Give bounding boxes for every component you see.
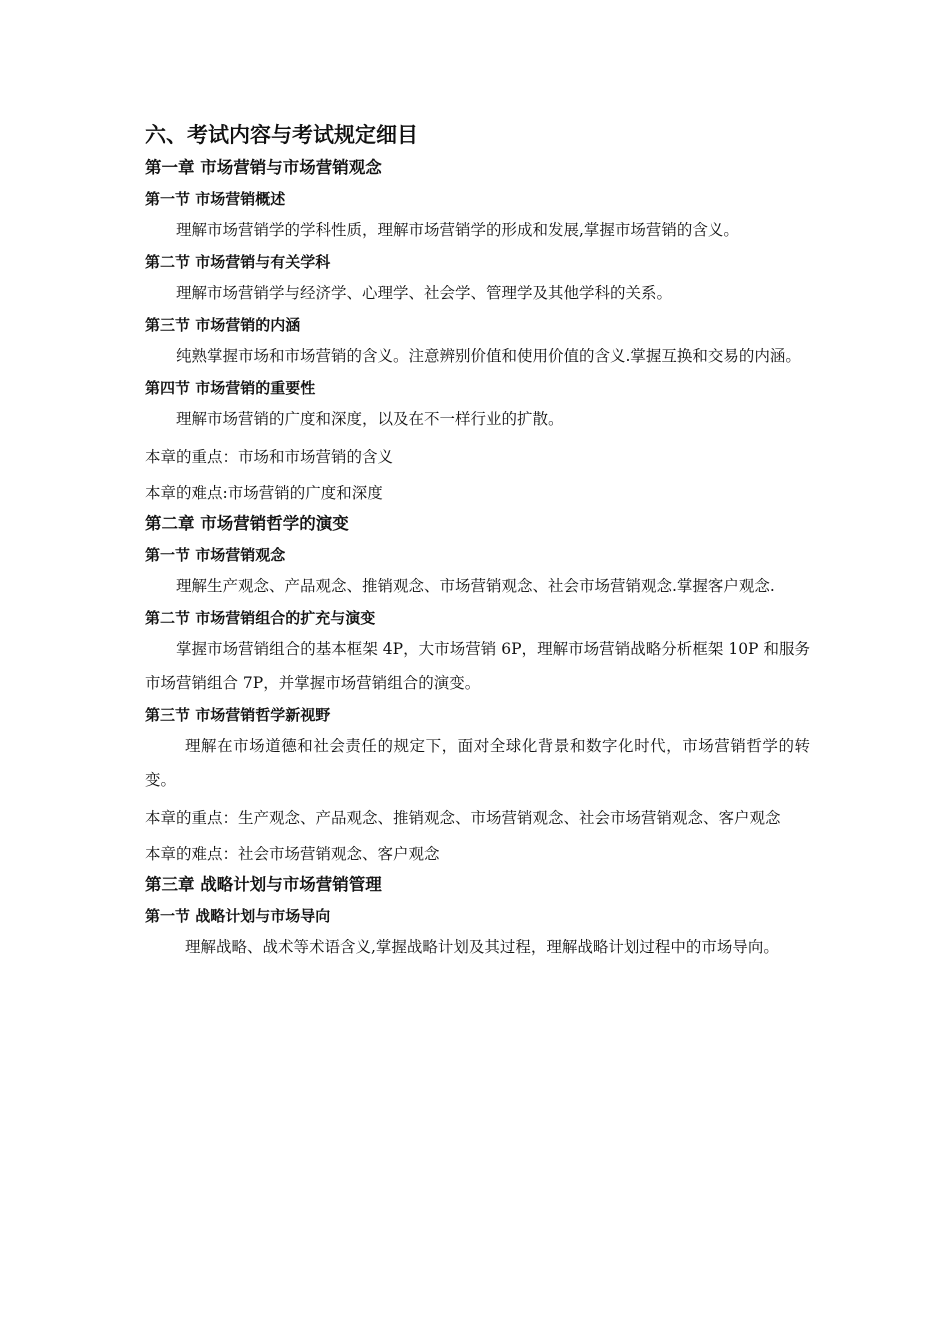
chapter-3-section-1-title: 第一节 战略计划与市场导向	[145, 907, 331, 925]
chapter-1-section-4-text: 理解市场营销的广度和深度，以及在不一样行业的扩散。	[176, 410, 564, 428]
chapter-1-section-2-text: 理解市场营销学与经济学、心理学、社会学、管理学及其他学科的关系。	[176, 284, 673, 302]
chapter-2-section-1-title: 第一节 市场营销观念	[145, 546, 286, 564]
chapter-2-section-2-title: 第二节 市场营销组合的扩充与演变	[145, 609, 376, 627]
chapter-1-key-point: 本章的重点：市场和市场营销的含义	[145, 448, 394, 466]
chapter-1-section-1-text: 理解市场营销学的学科性质，理解市场营销学的形成和发展,掌握市场营销的含义。	[176, 221, 739, 239]
chapter-1-section-4-title: 第四节 市场营销的重要性	[145, 379, 316, 397]
chapter-2-difficulty: 本章的难点：社会市场营销观念、客户观念	[145, 845, 440, 863]
document-title: 六、考试内容与考试规定细目	[145, 123, 418, 147]
chapter-2-section-2-text: 掌握市场营销组合的基本框架 4P，大市场营销 6P，理解市场营销战略分析框架 10P 和服务市场营销组合 7P，并掌握市场营销组合的演变。	[145, 640, 810, 692]
chapter-1-title: 第一章 市场营销与市场营销观念	[145, 158, 382, 177]
chapter-1-section-1-title: 第一节 市场营销概述	[145, 190, 286, 208]
chapter-2-key-point: 本章的重点：生产观念、产品观念、推销观念、市场营销观念、社会市场营销观念、客户观念	[145, 809, 781, 827]
chapter-2-section-3-title: 第三节 市场营销哲学新视野	[145, 706, 331, 724]
chapter-1-section-3-text: 纯熟掌握市场和市场营销的含义。注意辨别价值和使用价值的含义.掌握互换和交易的内涵。	[176, 347, 801, 365]
document-page	[145, 120, 810, 968]
chapter-2-section-3-text: 理解在市场道德和社会责任的规定下，面对全球化背景和数字化时代，市场营销哲学的转变。	[145, 737, 810, 789]
chapter-3-section-1-text: 理解战略、战术等术语含义,掌握战略计划及其过程，理解战略计划过程中的市场导向。	[185, 938, 779, 956]
chapter-1-section-3-title: 第三节 市场营销的内涵	[145, 316, 301, 334]
chapter-3-title: 第三章 战略计划与市场营销管理	[145, 875, 382, 894]
chapter-1-difficulty: 本章的难点:市场营销的广度和深度	[145, 484, 383, 502]
chapter-2-title: 第二章 市场营销哲学的演变	[145, 514, 349, 533]
chapter-1-section-2-title: 第二节 市场营销与有关学科	[145, 253, 331, 271]
chapter-2-section-1-text: 理解生产观念、产品观念、推销观念、市场营销观念、社会市场营销观念.掌握客户观念.	[176, 577, 775, 595]
